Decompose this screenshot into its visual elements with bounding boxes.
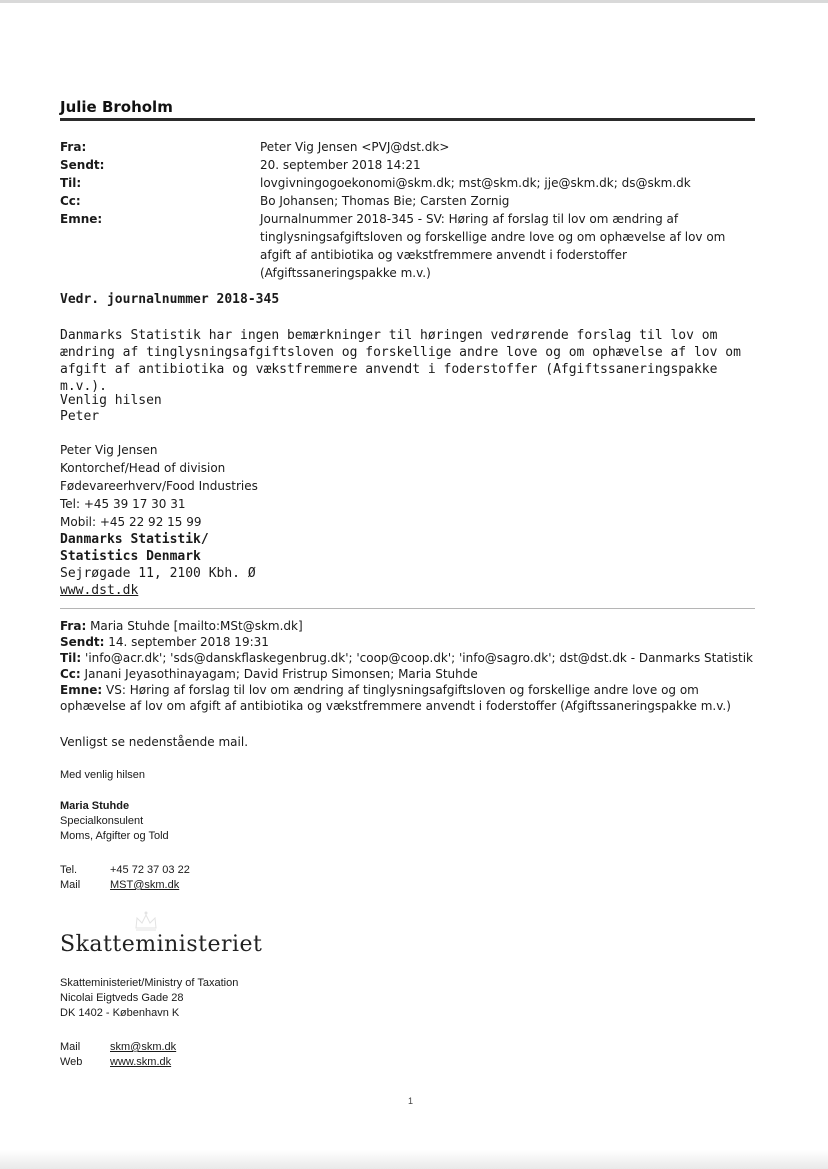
fwd-cc-value: Janani Jeyasothinayagam; David Fristrup Simonsen; Maria Stuhde xyxy=(84,667,478,681)
scan-edge-top xyxy=(0,0,828,3)
ministry-address xyxy=(60,976,238,1021)
signature-block xyxy=(60,441,258,599)
from-label: Fra: xyxy=(60,140,87,154)
ministry-web-row xyxy=(60,1055,176,1070)
signature-address: Sejrøgade 11, 2100 Kbh. Ø xyxy=(60,566,256,581)
signature-web-link[interactable]: www.dst.dk xyxy=(60,583,139,598)
forward-divider xyxy=(60,608,755,609)
subject-value: Journalnummer 2018-345 - SV: Høring af forslag til lov om ændring af tinglysningsafgiftsloven og forskellige andre love og om ophævelse af lov om afgift af antibiotika og vækstfremmere anvendt i foderstoffer (Afgiftssaneringspakke m.v.) xyxy=(260,212,726,280)
cc-label: Cc: xyxy=(60,194,81,208)
crown-icon xyxy=(133,910,159,932)
fwd-sender-block xyxy=(60,799,169,844)
fwd-sent-label: Sendt: xyxy=(60,635,105,649)
greeting-name: Peter xyxy=(60,409,100,424)
cc-value: Bo Johansen; Thomas Bie; Carsten Zornig xyxy=(260,194,510,208)
reference-heading: Vedr. journalnummer 2018-345 xyxy=(60,292,280,307)
fwd-to-row xyxy=(60,650,760,666)
header-to-row xyxy=(60,174,755,192)
fwd-sent-row xyxy=(60,634,760,650)
ministry-contact xyxy=(60,1040,176,1070)
ministry-web-label: Web xyxy=(60,1056,83,1068)
fwd-from-row xyxy=(60,618,760,634)
sent-label: Sendt: xyxy=(60,158,105,172)
fwd-tel-row xyxy=(60,863,190,878)
header-subject-row xyxy=(60,210,755,282)
ministry-city: DK 1402 - København K xyxy=(60,1007,180,1019)
from-value: Peter Vig Jensen <PVJ@dst.dk> xyxy=(260,140,450,154)
to-value: lovgivningogoekonomi@skm.dk; mst@skm.dk; jje@skm.dk; ds@skm.dk xyxy=(260,176,691,190)
mailbox-owner: Julie Broholm xyxy=(60,98,173,116)
forwarded-header xyxy=(60,618,760,714)
to-label: Til: xyxy=(60,176,82,190)
fwd-tel-value: +45 72 37 03 22 xyxy=(110,864,190,876)
email-header xyxy=(60,138,755,282)
fwd-closing: Med venlig hilsen xyxy=(60,769,145,781)
scan-edge-bottom xyxy=(0,1150,828,1169)
fwd-contact-block xyxy=(60,863,190,893)
ministry-street: Nicolai Eigtveds Gade 28 xyxy=(60,992,184,1004)
header-from-row xyxy=(60,138,755,156)
signature-tel: Tel: +45 39 17 30 31 xyxy=(60,497,186,511)
subject-label: Emne: xyxy=(60,212,103,226)
fwd-subject-label: Emne: xyxy=(60,683,103,697)
fwd-to-value: 'info@acr.dk'; 'sds@danskflaskegenbrug.dk'; 'coop@coop.dk'; 'info@sagro.dk'; dst@dst.dk - Danmarks Statistik xyxy=(85,651,753,665)
page-number: 1 xyxy=(408,1096,414,1106)
greeting xyxy=(60,393,162,425)
ministry-web-link[interactable]: www.skm.dk xyxy=(110,1056,172,1068)
ministry-mail-link[interactable]: skm@skm.dk xyxy=(110,1041,177,1053)
signature-mobile: Mobil: +45 22 92 15 99 xyxy=(60,515,202,529)
ministry-logo: Skatteministeriet xyxy=(60,932,263,957)
signature-org-line2: Statistics Denmark xyxy=(60,549,201,564)
fwd-mail-label: Mail xyxy=(60,879,81,891)
sent-value: 20. september 2018 14:21 xyxy=(260,158,421,172)
fwd-tel-label: Tel. xyxy=(60,864,78,876)
fwd-message: Venligst se nedenstående mail. xyxy=(60,735,249,749)
fwd-subject-row xyxy=(60,682,760,714)
fwd-cc-row xyxy=(60,666,760,682)
fwd-sent-value: 14. september 2018 19:31 xyxy=(108,635,269,649)
fwd-cc-label: Cc: xyxy=(60,667,81,681)
ministry-name: Skatteministeriet/Ministry of Taxation xyxy=(60,977,239,989)
header-cc-row xyxy=(60,192,755,210)
fwd-from-value: Maria Stuhde [mailto:MSt@skm.dk] xyxy=(90,619,303,633)
greeting-line: Venlig hilsen xyxy=(60,393,162,408)
fwd-sender-unit: Moms, Afgifter og Told xyxy=(60,830,169,842)
fwd-to-label: Til: xyxy=(60,651,82,665)
fwd-mail-row xyxy=(60,878,190,893)
ministry-mail-row xyxy=(60,1040,176,1055)
fwd-subject-value: VS: Høring af forslag til lov om ændring af tinglysningsafgiftsloven og forskellige andre love og om ophævelse af lov om afgift af antibiotika og vækstfremmere anvendt i foderstoffer (Afgiftssaneringspakke m.v.) xyxy=(60,683,731,713)
fwd-mail-link[interactable]: MST@skm.dk xyxy=(110,879,180,891)
fwd-sender-title: Specialkonsulent xyxy=(60,815,144,827)
owner-divider xyxy=(60,118,755,121)
header-sent-row xyxy=(60,156,755,174)
fwd-from-label: Fra: xyxy=(60,619,87,633)
signature-org-line1: Danmarks Statistik/ xyxy=(60,532,209,547)
body-paragraph: Danmarks Statistik har ingen bemærkninger til høringen vedrørende forslag til lov om ændring af tinglysningsafgiftsloven og forskellige andre love og om ophævelse af lov om afgift af antibiotika og vækstfremmere anvendt i foderstoffer (Afgiftssaneringspakke m.v.). xyxy=(60,328,741,394)
ministry-mail-label: Mail xyxy=(60,1041,81,1053)
signature-name: Peter Vig Jensen xyxy=(60,443,158,457)
signature-title: Kontorchef/Head of division xyxy=(60,461,226,475)
fwd-sender-name: Maria Stuhde xyxy=(60,800,130,812)
signature-division: Fødevareerhverv/Food Industries xyxy=(60,479,258,493)
